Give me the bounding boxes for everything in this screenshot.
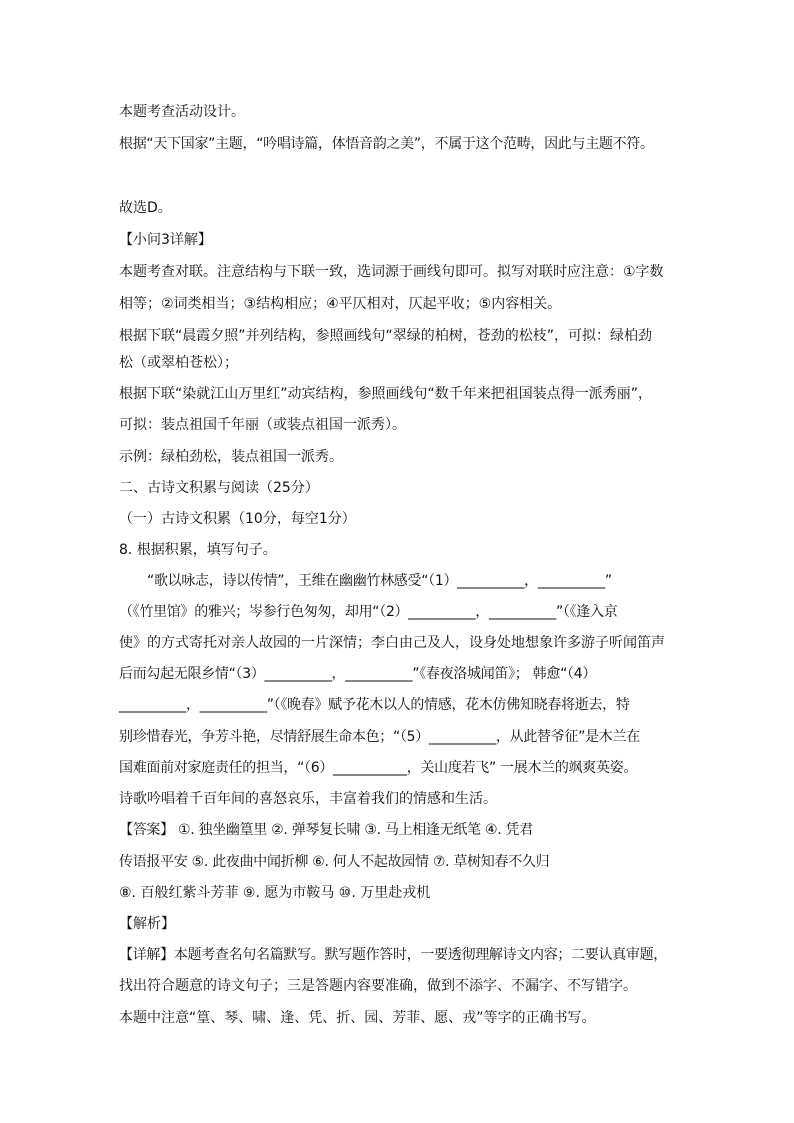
text-line: 后而勾起无限乡情“（3）__________，__________”《春夜洛城闻笛》； 韩愈“（4） [119, 666, 597, 682]
text-line: 【详解】本题考查名句名篇默写。默写题作答时，一要透彻理解诗文内容；二要认真审题， [119, 947, 667, 963]
section-heading: 【解析】 [119, 916, 175, 932]
question-title: 8. 根据积累，填写句子。 [119, 542, 277, 558]
text-line: __________，__________”（《晚春》赋予花木以人的情感，花木仿佛知晓春将逝去，特 [119, 697, 630, 713]
answer-line: 【答案】 ①. 独坐幽篁里 ②. 弹琴复长啸 ③. 马上相逢无纸笔 ④. 凭君 [119, 822, 533, 838]
text-line: 根据下联“晨霞夕照”并列结构，参照画线句“翠绿的柏树，苍劲的松枝”，可拟：绿柏劲 [119, 328, 653, 344]
section-heading: 【小问3详解】 [119, 232, 212, 248]
text-line: 本题考查对联。注意结构与下联一致，选词源于画线句即可。拟写对联时应注意：①字数 [119, 264, 664, 280]
text-line: 根据“天下国家”主题，“吟唱诗篇，体悟音韵之美”，不属于这个范畴，因此与主题不符。 [119, 136, 654, 152]
text-line: 示例：绿柏劲松，装点祖国一派秀。 [119, 449, 343, 465]
text-line: “歌以咏志，诗以传情”，王维在幽幽竹林感受“（1）__________，__________” [147, 573, 612, 589]
text-line: 本题中注意“篁、琴、啸、逢、凭、折、园、芳菲、愿、戎”等字的正确书写。 [119, 1010, 596, 1026]
text-line: 诗歌吟唱着千百年间的喜怒哀乐，丰富着我们的情感和生活。 [119, 791, 497, 807]
text-line: （《竹里馆》的雅兴；岑参行色匆匆，却用“（2）__________，__________”（《逢入京 [119, 604, 618, 620]
section-heading: 二、古诗文积累与阅读（25分） [119, 480, 319, 496]
text-line: 本题考查活动设计。 [119, 104, 245, 120]
text-line: 根据下联“染就江山万里红”动宾结构，参照画线句“数千年来把祖国装点得一派秀丽”， [119, 386, 653, 402]
section-heading: （一）古诗文积累（10分，每空1分） [119, 511, 356, 527]
text-line: 相等；②词类相当；③结构相应；④平仄相对，仄起平收；⑤内容相关。 [119, 296, 562, 312]
text-line: 别珍惜春光，争芳斗艳，尽情舒展生命本色；“（5）__________，从此替爷征”是木兰在 [119, 729, 640, 745]
text-line: 国难面前对家庭责任的担当，“（6）___________，关山度若飞” 一展木兰的飒爽英姿。 [119, 760, 638, 776]
text-line: 松（或翠柏苍松）； [119, 355, 238, 371]
answer-line: 传语报平安 ⑤. 此夜曲中闻折柳 ⑥. 何人不起故园情 ⑦. 草树知春不久归 [119, 854, 550, 870]
text-line: 使》的方式寄托对亲人故园的一片深情；李白由己及人，设身处地想象许多游子听闻笛声 [119, 635, 665, 651]
text-line: 找出符合题意的诗文句子；三是答题内容要准确，做到不添字、不漏字、不写错字。 [119, 978, 637, 994]
text-line: 故选D。 [119, 200, 172, 216]
answer-line: ⑧. 百般红紫斗芳菲 ⑨. 愿为市鞍马 ⑩. 万里赴戎机 [119, 885, 431, 901]
text-line: 可拟：装点祖国千年丽（或装点祖国一派秀）。 [119, 417, 406, 433]
